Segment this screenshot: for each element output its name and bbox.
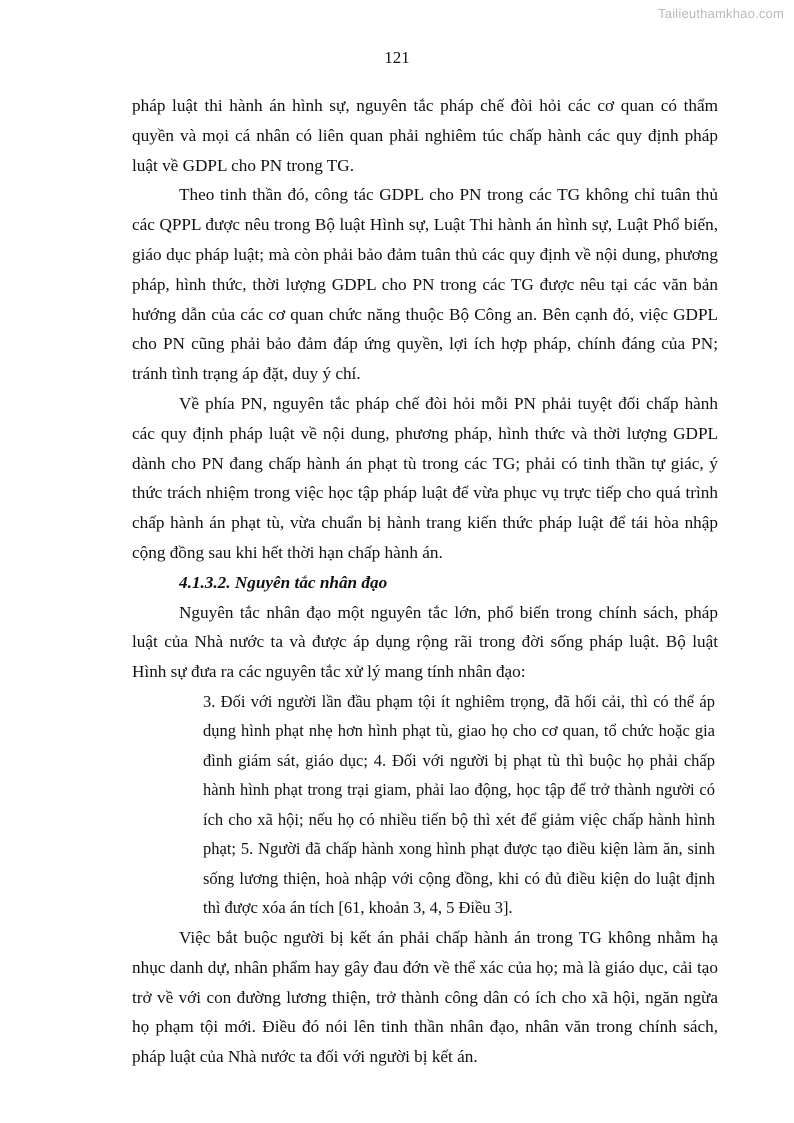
legal-quote: 3. Đối với người lần đầu phạm tội ít nghiêm trọng, đã hối cải, thì có thể áp dụng hình phạt nhẹ hơn hình phạt tù, giao họ cho cơ quan, tổ chức hoặc gia đình giám sát, giáo dục; 4. Đối với người bị phạt tù thì buộc họ phải chấp hành hình phạt trong trại giam, phải lao động, học tập để trở thành người có ích cho xã hội; nếu họ có nhiều tiến bộ thì xét để giảm việc chấp hành hình phạt; 5. Người đã chấp hành xong hình phạt được tạo điều kiện làm ăn, sinh sống lương thiện, hoà nhập với cộng đồng, khi có đủ điều kiện do luật định thì được xóa án tích [61, khoản 3, 4, 5 Điều 3]. bbox=[203, 691, 715, 918]
document-body bbox=[132, 91, 718, 1072]
page-number: 121 bbox=[384, 48, 410, 67]
watermark: Tailieuthamkhao.com bbox=[658, 6, 784, 21]
paragraph-5: Việc bắt buộc người bị kết án phải chấp hành án trong TG không nhằm hạ nhục danh dự, nhân phẩm hay gây đau đớn về thể xác của họ; mà là giáo dục, cải tạo trở về với con đường lương thiện, trở thành công dân có ích cho xã hội, ngăn ngừa họ phạm tội mới. Điều đó nói lên tinh thần nhân đạo, nhân văn trong chính sách, pháp luật của Nhà nước ta đối với người bị kết án. bbox=[132, 927, 718, 1067]
paragraph-4: Nguyên tắc nhân đạo một nguyên tắc lớn, phổ biến trong chính sách, pháp luật của Nhà nước ta và được áp dụng rộng rãi trong đời sống pháp luật. Bộ luật Hình sự đưa ra các nguyên tắc xử lý mang tính nhân đạo: bbox=[132, 602, 718, 682]
section-heading: 4.1.3.2. Nguyên tắc nhân đạo bbox=[179, 572, 388, 592]
paragraph-2: Theo tinh thần đó, công tác GDPL cho PN trong các TG không chỉ tuân thủ các QPPL được nêu trong Bộ luật Hình sự, Luật Thi hành án hình sự, Luật Phổ biến, giáo dục pháp luật; mà còn phải bảo đảm tuân thủ các quy định về nội dung, phương pháp, hình thức, thời lượng GDPL cho PN trong các TG được nêu tại các văn bản hướng dẫn của các cơ quan chức năng thuộc Bộ Công an. Bên cạnh đó, việc GDPL cho PN cũng phải bảo đảm đáp ứng quyền, lợi ích hợp pháp, chính đáng của PN; tránh tình trạng áp đặt, duy ý chí. bbox=[132, 185, 718, 384]
paragraph-3: Về phía PN, nguyên tắc pháp chế đòi hỏi mỗi PN phải tuyệt đối chấp hành các quy định pháp luật về nội dung, phương pháp, hình thức và thời lượng GDPL dành cho PN đang chấp hành án phạt tù trong các TG; phải có tinh thần tự giác, ý thức trách nhiệm trong việc học tập pháp luật để vừa phục vụ trực tiếp cho quá trình chấp hành án phạt tù, vừa chuẩn bị hành trang kiến thức pháp luật để tái hòa nhập cộng đồng sau khi hết thời hạn chấp hành án. bbox=[132, 393, 718, 562]
paragraph-1: pháp luật thi hành án hình sự, nguyên tắc pháp chế đòi hỏi các cơ quan có thẩm quyền và mọi cá nhân có liên quan phải nghiêm túc chấp hành các quy định pháp luật về GDPL cho PN trong TG. bbox=[132, 96, 718, 175]
